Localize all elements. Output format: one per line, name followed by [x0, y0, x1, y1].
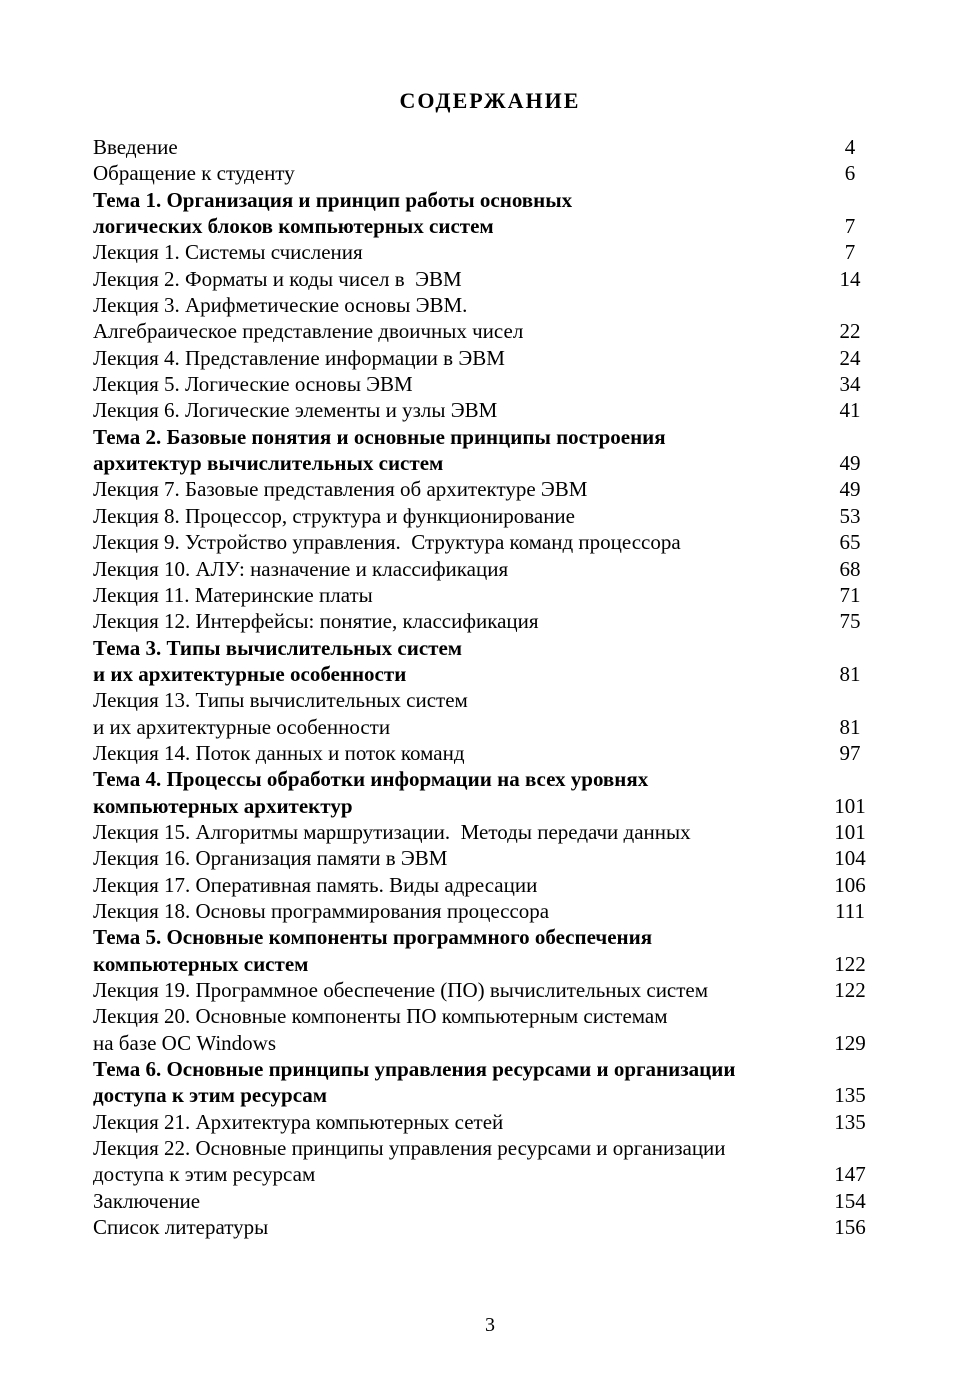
- toc-entry-page: 147: [834, 1162, 866, 1187]
- toc-entry-page: 34: [839, 372, 861, 397]
- toc-entry-text: и их архитектурные особенности: [93, 661, 407, 686]
- toc-entry-page: 104: [834, 846, 866, 871]
- toc-entry: [93, 1030, 873, 1056]
- toc-entry-text: доступа к этим ресурсам: [93, 1162, 316, 1187]
- toc-entry-page: 101: [834, 793, 866, 818]
- toc-entry-text: компьютерных систем: [93, 951, 309, 976]
- page-title: СОДЕРЖАНИЕ: [399, 88, 581, 113]
- toc-entry-text: компьютерных архитектур: [93, 793, 353, 818]
- toc-entry-page: 4: [844, 135, 856, 159]
- toc-entry-text: Лекция 8. Процессор, структура и функционирование: [93, 503, 575, 528]
- toc-entry-text: Лекция 9. Устройство управления. Структура команд процессора: [93, 530, 681, 555]
- toc-entry: [93, 1214, 873, 1240]
- toc-entry: [93, 556, 873, 582]
- toc-entry-page: 41: [839, 398, 861, 423]
- toc-entry: [93, 1109, 873, 1135]
- toc-entry-page: 68: [839, 556, 861, 581]
- toc-entry-text: Тема 4. Процессы обработки информации на всех уровнях: [93, 767, 649, 792]
- toc-entry-text: Лекция 19. Программное обеспечение (ПО) вычислительных систем: [93, 978, 709, 1002]
- toc-entry-text: Лекция 3. Арифметические основы ЭВМ.: [93, 293, 468, 318]
- toc-entry-page: 49: [839, 477, 861, 502]
- toc-entry-page: 7: [844, 214, 856, 239]
- toc-entry-page: 97: [839, 740, 861, 765]
- toc-entry: [93, 1082, 873, 1108]
- toc-entry-text: Лекция 1. Системы счисления: [93, 240, 363, 265]
- toc-entry: [93, 1003, 873, 1029]
- toc-entry-text: Лекция 11. Материнские платы: [93, 582, 373, 607]
- toc-entry-page: 49: [839, 451, 861, 476]
- toc-entry: [93, 1135, 873, 1161]
- toc-entry-page: 14: [839, 266, 861, 291]
- toc-entry-text: Введение: [93, 135, 178, 159]
- toc-entry-text: Лекция 10. АЛУ: назначение и классификация: [93, 556, 509, 581]
- toc-entry-page: 65: [839, 530, 861, 555]
- toc-entry-page: 7: [844, 240, 856, 265]
- toc-entry: [93, 503, 873, 529]
- toc-entry: [93, 371, 873, 397]
- toc-entry: [93, 318, 873, 344]
- toc-entry: [93, 740, 873, 766]
- toc-entry: [93, 766, 873, 792]
- toc-entry: [93, 951, 873, 977]
- toc-entry: [93, 582, 873, 608]
- toc-entry-text: Лекция 12. Интерфейсы: понятие, классификация: [93, 609, 539, 634]
- toc-entry-text: логических блоков компьютерных систем: [93, 214, 494, 239]
- toc-entry-text: Тема 6. Основные принципы управления ресурсами и организации: [93, 1057, 736, 1082]
- toc-entry-text: Обращение к студенту: [93, 161, 295, 186]
- toc-entry-text: Лекция 5. Логические основы ЭВМ: [93, 372, 413, 397]
- toc-entry-page: 111: [835, 898, 865, 923]
- toc-entry-page: 122: [834, 951, 866, 976]
- toc-entry: [93, 160, 873, 186]
- toc-entry: [93, 714, 873, 740]
- toc-entry: [93, 819, 873, 845]
- toc-entry: [93, 661, 873, 687]
- toc-entry-text: Лекция 13. Типы вычислительных систем: [93, 688, 468, 713]
- toc-entry: [93, 977, 873, 1003]
- toc-entry: [93, 845, 873, 871]
- toc-entry: [93, 345, 873, 371]
- toc-entry: [93, 187, 873, 213]
- toc-entry-text: Лекция 16. Организация памяти в ЭВМ: [93, 846, 448, 871]
- table-of-contents: [93, 134, 873, 1240]
- toc-entry: [93, 476, 873, 502]
- toc-entry: [93, 687, 873, 713]
- toc-entry-text: Лекция 15. Алгоритмы маршрутизации. Методы передачи данных: [93, 819, 691, 844]
- toc-entry: [93, 1056, 873, 1082]
- toc-entry-text: Лекция 7. Базовые представления об архитектуре ЭВМ: [93, 477, 588, 502]
- toc-entry-text: доступа к этим ресурсам: [93, 1083, 328, 1108]
- toc-entry-text: и их архитектурные особенности: [93, 714, 391, 739]
- toc-entry-page: 156: [834, 1215, 866, 1240]
- toc-entry: [93, 872, 873, 898]
- toc-entry: [93, 924, 873, 950]
- toc-entry-page: 106: [834, 872, 866, 897]
- toc-entry-text: Лекция 18. Основы программирования процессора: [93, 898, 550, 923]
- toc-entry-text: Лекция 21. Архитектура компьютерных сетей: [93, 1109, 504, 1134]
- toc-entry: [93, 635, 873, 661]
- toc-entry: [93, 793, 873, 819]
- toc-entry-text: Лекция 22. Основные принципы управления ресурсами и организации: [93, 1136, 726, 1161]
- toc-entry-text: Лекция 2. Форматы и коды чисел в ЭВМ: [93, 266, 462, 291]
- toc-entry: [93, 608, 873, 634]
- toc-entry-page: 6: [844, 161, 856, 186]
- toc-entry-text: Список литературы: [93, 1215, 269, 1240]
- toc-entry-text: Лекция 20. Основные компоненты ПО компьютерным системам: [93, 1004, 668, 1029]
- toc-entry: [93, 1188, 873, 1214]
- toc-entry: [93, 424, 873, 450]
- toc-entry-page: 122: [834, 978, 866, 1002]
- toc-entry-page: 135: [834, 1109, 866, 1134]
- toc-entry: [93, 239, 873, 265]
- toc-entry: [93, 213, 873, 239]
- toc-entry-page: 101: [834, 819, 866, 844]
- toc-entry-page: 154: [834, 1188, 866, 1213]
- toc-entry-text: Лекция 14. Поток данных и поток команд: [93, 740, 465, 765]
- toc-entry: [93, 1161, 873, 1187]
- toc-entry-text: Лекция 4. Представление информации в ЭВМ: [93, 345, 505, 370]
- toc-entry: [93, 450, 873, 476]
- toc-entry-text: Заключение: [93, 1188, 201, 1213]
- toc-entry-text: Тема 1. Организация и принцип работы основных: [93, 187, 573, 212]
- toc-entry: [93, 134, 873, 160]
- toc-entry-text: Алгебраическое представление двоичных чисел: [93, 319, 524, 344]
- toc-entry-page: 81: [839, 714, 861, 739]
- toc-entry-page: 129: [834, 1030, 866, 1055]
- toc-entry: [93, 529, 873, 555]
- toc-entry-page: 75: [839, 609, 861, 634]
- toc-entry: [93, 266, 873, 292]
- toc-entry-text: архитектур вычислительных систем: [93, 451, 444, 476]
- toc-entry: [93, 898, 873, 924]
- toc-entry-page: 53: [839, 503, 861, 528]
- toc-entry-page: 71: [839, 582, 861, 607]
- toc-entry-text: Лекция 17. Оперативная память. Виды адресации: [93, 872, 538, 897]
- toc-entry-page: 22: [839, 319, 861, 344]
- toc-entry: [93, 397, 873, 423]
- toc-entry-page: 81: [839, 661, 861, 686]
- toc-entry-text: Тема 5. Основные компоненты программного обеспечения: [93, 925, 653, 950]
- toc-entry-text: на базе ОС Windows: [93, 1030, 277, 1055]
- toc-entry-text: Лекция 6. Логические элементы и узлы ЭВМ: [93, 398, 498, 423]
- toc-entry-text: Тема 2. Базовые понятия и основные принципы построения: [93, 424, 666, 449]
- toc-entry: [93, 292, 873, 318]
- toc-entry-page: 24: [839, 345, 861, 370]
- toc-entry-text: Тема 3. Типы вычислительных систем: [93, 635, 463, 660]
- toc-entry-page: 135: [834, 1083, 866, 1108]
- page-number: 3: [485, 1314, 495, 1336]
